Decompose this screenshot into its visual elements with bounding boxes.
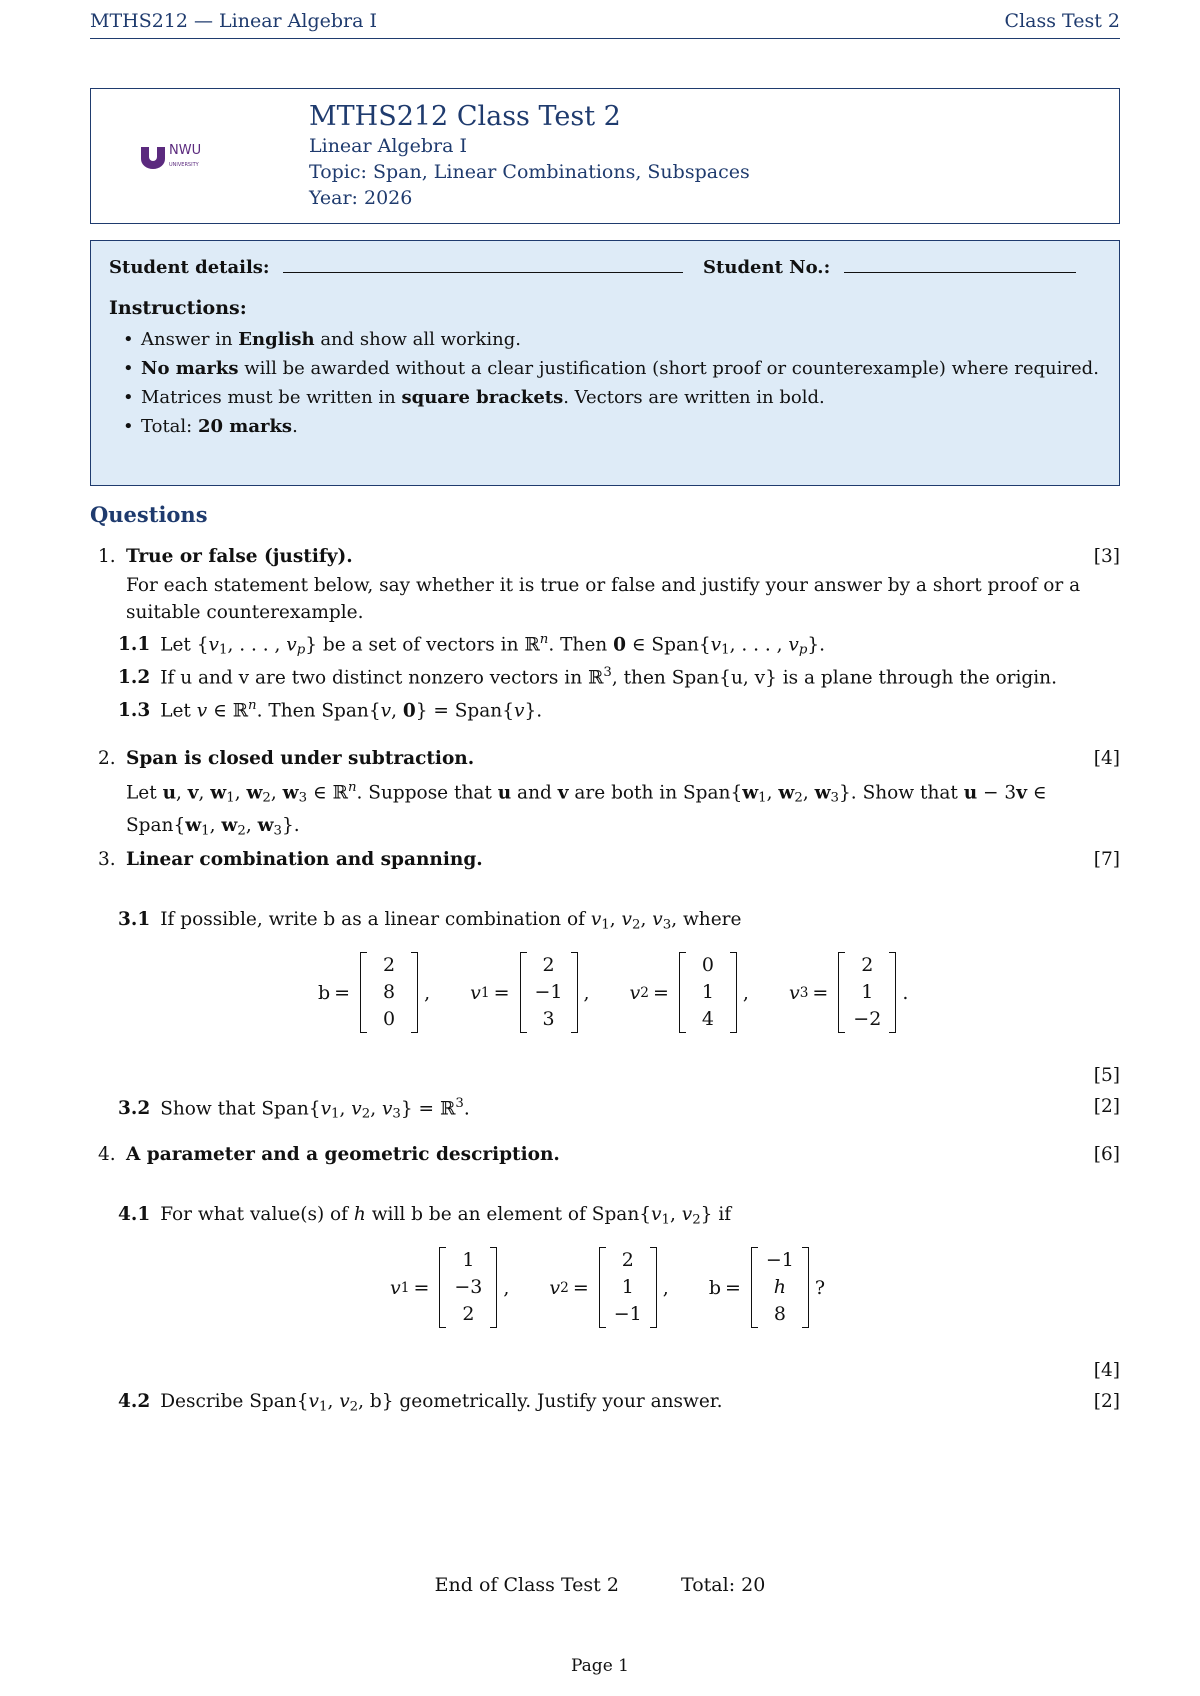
vector-v1: 1 −3 2 — [439, 1247, 497, 1328]
vector-v1: 2 −1 3 — [520, 952, 578, 1033]
header-test: Class Test 2 — [1004, 10, 1120, 32]
end-of-test — [0, 1574, 1200, 1596]
logo-subtext: UNIVERSITY — [169, 162, 199, 168]
nwu-logo — [139, 141, 229, 171]
topic-line: Topic: Span, Linear Combinations, Subspaces — [309, 161, 750, 183]
q3-1-marks: [5] — [1093, 1065, 1120, 1086]
logo-text: NWU — [169, 143, 202, 158]
q3-2-marks: [2] — [1093, 1096, 1120, 1117]
document-title: MTHS212 Class Test 2 — [309, 101, 621, 132]
q3-vectors: b = 2 8 0 , v 1 = 2 −1 3 , v 2 = 0 1 4 , v 3 = 2 1 −2 . — [318, 952, 908, 1033]
q3-title: Linear combination and spanning. — [126, 849, 483, 870]
details-box — [90, 240, 1120, 486]
instructions-heading: Instructions: — [109, 297, 247, 319]
student-details-field[interactable] — [283, 258, 683, 273]
instructions-list — [109, 325, 1101, 441]
q2-number: 2. — [98, 748, 116, 769]
q4-2-marks: [2] — [1093, 1391, 1120, 1412]
student-no-label: Student No.: — [703, 257, 831, 278]
page-number: Page 1 — [571, 1656, 629, 1676]
end-text: End of Class Test 2 — [434, 1574, 619, 1596]
question-1 — [90, 546, 1120, 722]
q1-title: True or false (justify). — [126, 546, 353, 567]
total-text: Total: 20 — [681, 1574, 766, 1596]
q1-number: 1. — [98, 546, 116, 567]
q4-number: 4. — [98, 1144, 116, 1165]
question-4 — [90, 1144, 1120, 1424]
q1-intro: For each statement below, say whether it is true or false and justify your answer by a short proof or a suitable counterexample. — [126, 575, 1081, 623]
vector-b: −1 h 8 — [751, 1247, 809, 1328]
q4-1-marks: [4] — [1093, 1360, 1120, 1381]
vector-b: 2 8 0 — [360, 952, 418, 1033]
questions-heading: Questions — [90, 502, 208, 527]
instruction-item: • No marks will be awarded without a clear justification (short proof or counterexample) where required. — [125, 354, 1101, 383]
instruction-item: • Total: 20 marks. — [125, 412, 1101, 441]
student-no-field[interactable] — [844, 258, 1076, 273]
instruction-item: • Matrices must be written in square brackets. Vectors are written in bold. — [125, 383, 1101, 412]
vector-v3: 2 1 −2 — [838, 952, 896, 1033]
vector-v2: 0 1 4 — [679, 952, 737, 1033]
question-3 — [90, 849, 1120, 1129]
q4-title: A parameter and a geometric description. — [126, 1144, 560, 1165]
q1-2: 1.2 If u and v are two distinct nonzero vectors in ℝ$^3$, then Span{u, v} is a plane through the origin. — [118, 665, 1057, 689]
course-name: Linear Algebra I — [309, 135, 467, 157]
header-course: MTHS212 — Linear Algebra I — [90, 10, 378, 32]
q1-3: 1.3 Let v ∈ ℝ$^n$. Then Span{v, 0} = Span{v}. — [118, 698, 543, 722]
instruction-item: • Answer in English and show all working. — [125, 325, 1101, 354]
q4-marks: [6] — [1093, 1144, 1120, 1165]
q4-vectors: v 1 = 1 −3 2 , v 2 = 2 1 −1 , b = −1 h 8 ? — [390, 1247, 825, 1328]
q2-title: Span is closed under subtraction. — [126, 748, 475, 769]
student-details-label: Student details: — [109, 257, 270, 278]
q3-1: 3.1 If possible, write b as a linear combination of $v_1$, $v_2$, $v_3$, where — [118, 909, 742, 933]
q4-1: 4.1 For what value(s) of h will b be an element of $Span\{v_1$, $v_2$} if — [118, 1204, 732, 1228]
q1-1: 1.1 Let {$v_1$, . . . , $v_p$} be a set of vectors in ℝ$^n$. Then 0 ∈ $Span\{v_1$, . . . , $v_p$}. — [118, 632, 826, 658]
q2-body: Let u, v, $w_1$, $w_2$, $w_3$ ∈ ℝ$^n$. Suppose that u and v are both in $Span\{w_1$, $w_2$, $w_3$}. Show that u − 3v ∈ $Span\{w_1$, $w_2$, $w_3$}. — [126, 780, 1047, 838]
q2-marks: [4] — [1093, 748, 1120, 769]
year-line: Year: 2026 — [309, 187, 413, 209]
q3-marks: [7] — [1093, 849, 1120, 870]
vector-v2: 2 1 −1 — [599, 1247, 657, 1328]
q1-marks: [3] — [1093, 546, 1120, 567]
q3-number: 3. — [98, 849, 116, 870]
question-2 — [90, 748, 1120, 838]
q4-2: 4.2 Describe $Span\{v_1$, $v_2$, b} geometrically. Justify your answer. — [118, 1391, 723, 1415]
q3-2: 3.2 Show that $Span\{v_1$, $v_2$, $v_3$} = ℝ$^3$. — [118, 1096, 470, 1122]
title-box — [90, 88, 1120, 224]
running-header — [90, 8, 1120, 39]
